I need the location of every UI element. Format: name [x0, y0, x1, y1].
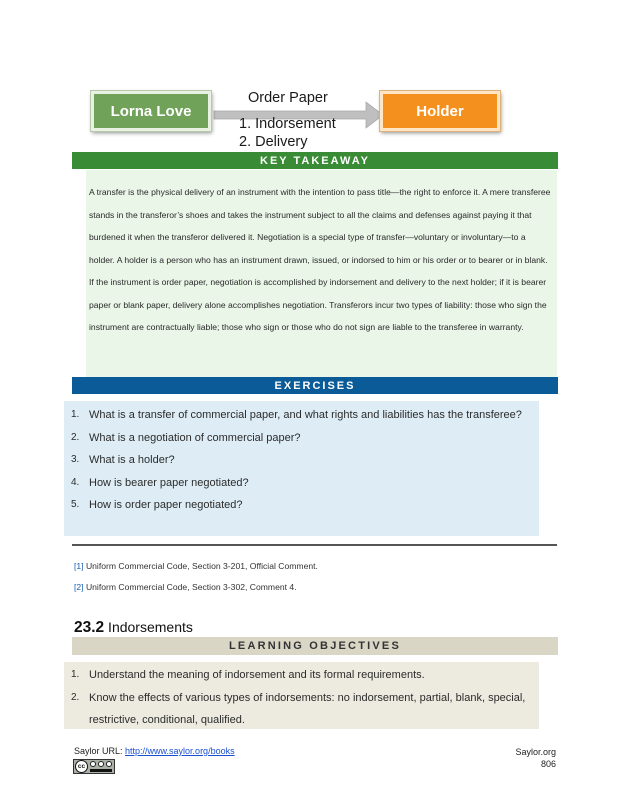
cc-license-icons [88, 760, 114, 773]
exercise-item [64, 494, 539, 517]
step-indorsement: 1. Indorsement [239, 116, 336, 132]
section-title: Indorsements [104, 619, 193, 635]
objective-text: Know the effects of various types of indorsements: no indorsement, partial, blank, special, restrictive, conditional, qualified. [89, 691, 526, 726]
footnote-2-text: Uniform Commercial Code, Section 3-302, Comment 4. [83, 582, 297, 592]
learning-objectives-box [64, 662, 539, 729]
objective-item [64, 687, 539, 732]
exercise-number: 5. [71, 499, 80, 510]
section-heading [74, 619, 193, 637]
footnote-1-text: Uniform Commercial Code, Section 3-201, Official Comment. [83, 561, 318, 571]
page-number: 806 [540, 759, 556, 769]
footnote-divider [72, 544, 557, 546]
learning-objectives-header: LEARNING OBJECTIVES [72, 637, 558, 655]
lorna-love-label: Lorna Love [110, 102, 192, 120]
holder-box [380, 91, 500, 131]
order-paper-diagram [90, 86, 502, 152]
objective-item [64, 664, 539, 687]
cc-strip [90, 769, 112, 772]
footer-url [74, 746, 235, 756]
exercise-number: 2. [71, 431, 80, 443]
exercise-item [64, 449, 539, 472]
exercises-box [64, 401, 539, 536]
footer-url-label: Saylor URL: [74, 746, 126, 756]
saylor-books-link[interactable]: http://www.saylor.org/books [125, 746, 235, 756]
objectives-list [64, 664, 539, 732]
exercise-number: 4. [71, 476, 80, 488]
lorna-love-box [91, 91, 211, 131]
footer-right [515, 746, 556, 770]
cc-circle-icon: cc [75, 760, 88, 773]
exercise-item [64, 472, 539, 495]
objective-text: Understand the meaning of indorsement and its formal requirements. [89, 669, 425, 681]
arrow-title: Order Paper [248, 90, 328, 106]
exercises-list [64, 404, 539, 517]
exercise-item [64, 404, 539, 427]
exercise-number: 1. [71, 409, 80, 420]
exercise-text: What is a negotiation of commercial paper? [89, 431, 301, 444]
footnote-1 [74, 561, 318, 571]
exercise-text: How is bearer paper negotiated? [89, 476, 249, 489]
exercise-item [64, 427, 539, 450]
creative-commons-icon[interactable] [73, 759, 115, 774]
footnote-2-ref-link[interactable]: [2] [74, 582, 84, 592]
section-number: 23.2 [74, 619, 105, 636]
holder-label: Holder [416, 102, 464, 120]
exercise-text: How is order paper negotiated? [89, 499, 243, 511]
footnote-1-ref-link[interactable]: [1] [74, 561, 84, 571]
step-delivery: 2. Delivery [239, 134, 308, 150]
cc-by-icon [90, 761, 96, 767]
key-takeaway-text: A transfer is the physical delivery of an instrument with the intention to pass title—the right to enforce it. A mere transferee stands in the transferor’s shoes and takes the instrument subject to all the claims and defenses against paying it that burdened it when the transferor delivered it. Negotiation is a special type of transfer—voluntary or involuntary—to a holder. A holder is a person who has an instrument drawn, issued, or indorsed to him or his order or to bearer or in blank. If the instrument is order paper, negotiation is accomplished by indorsement and delivery to the next holder; if it is bearer paper or blank paper, delivery alone accomplishes negotiation. Transferors incur two types of liability: those who sign the instrument are contractually liable; those who sign or those who do not sign are liable to the transferee in warranty. [89, 187, 551, 332]
key-takeaway-box [86, 170, 557, 377]
exercises-header: EXERCISES [72, 377, 558, 394]
objective-number: 2. [71, 691, 80, 703]
footer-site: Saylor.org [515, 747, 556, 757]
cc-nc-icon [98, 761, 104, 767]
key-takeaway-header: KEY TAKEAWAY [72, 152, 558, 169]
footnote-2 [74, 582, 297, 592]
exercise-text: What is a holder? [89, 454, 175, 466]
cc-sa-icon [106, 761, 112, 767]
objective-number: 1. [71, 669, 80, 680]
exercise-text: What is a transfer of commercial paper, and what rights and liabilities has the transferee? [89, 409, 522, 421]
exercise-number: 3. [71, 454, 80, 465]
